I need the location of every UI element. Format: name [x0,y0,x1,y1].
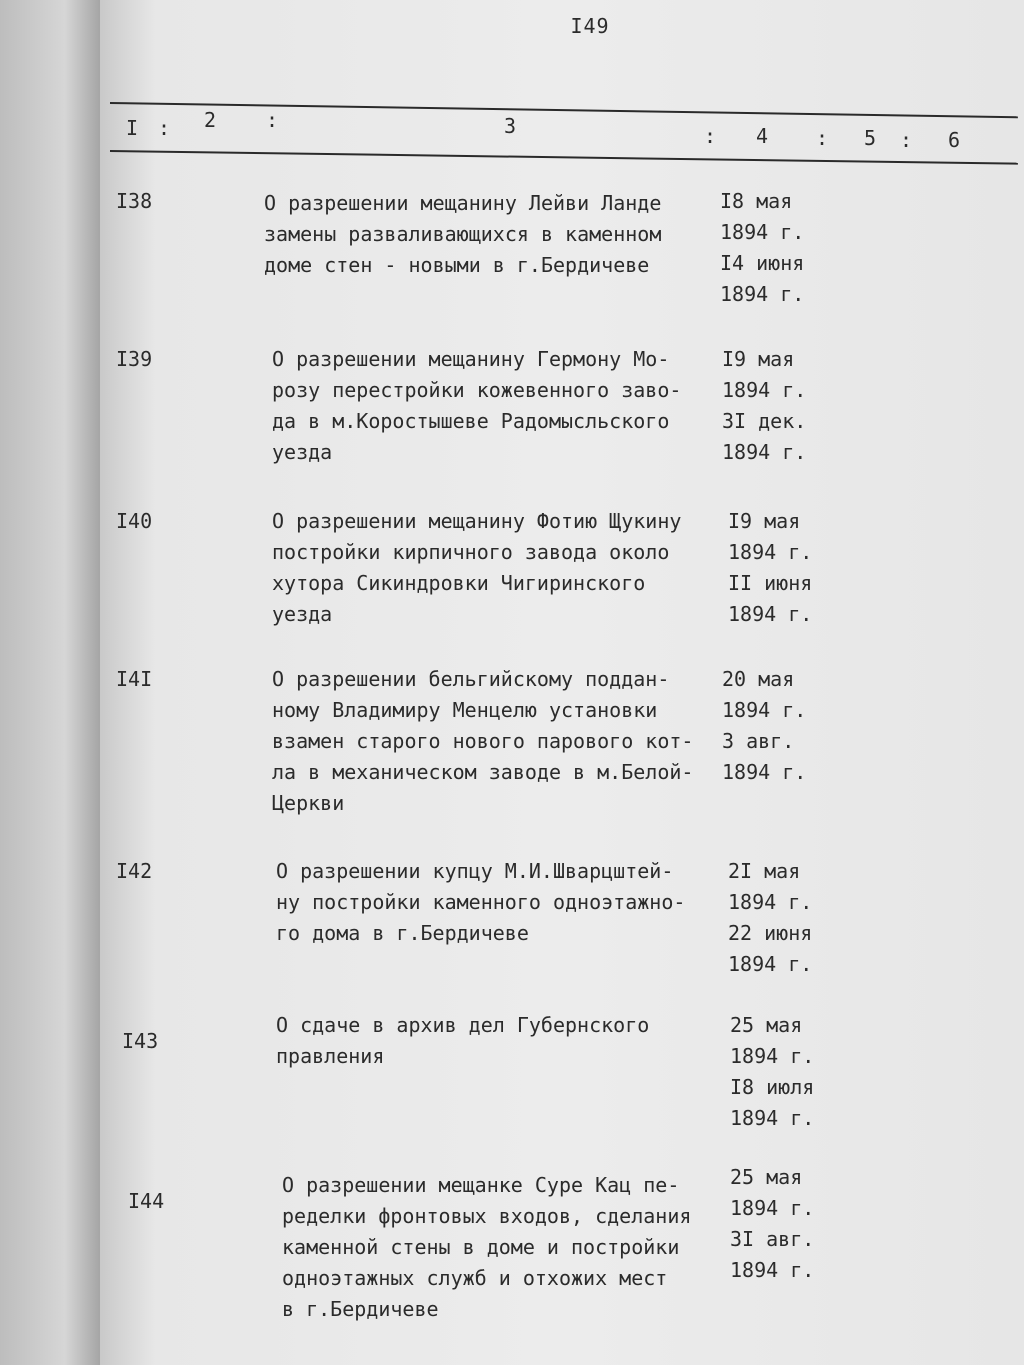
record-number: I42 [116,859,153,883]
date-start: I9 мая [722,347,795,371]
record-number: I39 [116,347,153,371]
title-line: розу перестройки кожевенного заво- [272,378,682,402]
header-separator: : [704,124,717,148]
header-col-6: 6 [948,128,961,152]
header-col-5: 5 [864,126,877,150]
title-line: замены разваливающихся в каменном [264,222,662,246]
header-col-1: I [126,116,139,140]
title-line: каменной стены в доме и постройки [282,1235,680,1259]
record-number: I44 [128,1189,165,1213]
header-col-3: 3 [504,114,517,138]
title-line: О разрешении бельгийскому поддан- [272,667,670,691]
date-start: I9 мая [728,509,801,533]
record-title [272,664,732,819]
date-end-year: 1894 г. [730,1106,815,1130]
date-end: I8 июля [730,1075,815,1099]
title-line: в г.Бердичеве [282,1297,439,1321]
header-col-2: 2 [204,108,217,132]
title-line: постройки кирпичного завода около [272,540,670,564]
header-separator: : [266,108,279,132]
title-line: одноэтажных служб и отхожих мест [282,1266,668,1290]
record-title [264,188,724,281]
date-end: 3I дек. [722,409,807,433]
date-start: I8 мая [720,189,793,213]
date-start: 25 мая [730,1165,803,1189]
record-number: I43 [122,1029,159,1053]
title-line: О разрешении мещанину Фотию Щукину [272,509,682,533]
header-rule-bottom [110,150,1018,165]
header-col-4: 4 [756,124,769,148]
header-separator: : [816,126,829,150]
title-line: ла в механическом заводе в м.Белой- [272,760,694,784]
title-line: правления [276,1044,385,1068]
record-dates [722,344,832,468]
date-start: 25 мая [730,1013,803,1037]
date-start: 20 мая [722,667,795,691]
record-title [282,1170,742,1325]
date-start-year: 1894 г. [720,220,805,244]
title-line: взамен старого нового парового кот- [272,729,694,753]
record-dates [730,1162,840,1286]
title-line: О разрешении мещанину Гермону Мо- [272,347,670,371]
record-title [272,344,732,468]
header-rule-top [110,102,1018,118]
date-start-year: 1894 г. [728,540,813,564]
title-line: го дома в г.Бердичеве [276,921,529,945]
record-dates [722,664,832,788]
record-number: I4I [116,667,153,691]
previous-page-edge [0,0,108,1365]
title-line: ределки фронтовых входов, сделания [282,1204,692,1228]
date-end: II июня [728,571,813,595]
date-end-year: 1894 г. [720,282,805,306]
title-line: да в м.Коростышеве Радомысльского [272,409,670,433]
date-end: 3 авг. [722,729,795,753]
date-start-year: 1894 г. [722,378,807,402]
header-separator: : [158,116,171,140]
title-line: О разрешении мещанину Лейви Ланде [264,191,662,215]
title-line: ну постройки каменного одноэтажно- [276,890,686,914]
record-dates [730,1010,840,1134]
date-end-year: 1894 г. [728,602,813,626]
date-end-year: 1894 г. [722,440,807,464]
title-line: Церкви [272,791,345,815]
record-title [276,856,736,949]
title-line: уезда [272,602,333,626]
date-end-year: 1894 г. [722,760,807,784]
date-start-year: 1894 г. [722,698,807,722]
record-title [272,506,732,630]
date-end: I4 июня [720,251,805,275]
record-dates [728,856,838,980]
title-line: ному Владимиру Менцелю установки [272,698,658,722]
title-line: О сдаче в архив дел Губернского [276,1013,650,1037]
document-page [100,0,1024,1365]
date-end: 3I авг. [730,1227,815,1251]
date-end-year: 1894 г. [730,1258,815,1282]
record-number: I38 [116,189,153,213]
title-line: О разрешении купцу М.И.Шварцштей- [276,859,674,883]
date-start-year: 1894 г. [728,890,813,914]
date-end-year: 1894 г. [728,952,813,976]
date-start-year: 1894 г. [730,1044,815,1068]
date-end: 22 июня [728,921,813,945]
title-line: доме стен - новыми в г.Бердичеве [264,253,650,277]
title-line: хутора Сикиндровки Чигиринского [272,571,646,595]
page-number: I49 [570,14,610,38]
record-dates [728,506,838,630]
record-title [276,1010,736,1072]
title-line: уезда [272,440,333,464]
record-number: I40 [116,509,153,533]
header-separator: : [900,128,913,152]
record-dates [720,186,830,310]
title-line: О разрешении мещанке Суре Кац пе- [282,1173,680,1197]
date-start: 2I мая [728,859,801,883]
date-start-year: 1894 г. [730,1196,815,1220]
